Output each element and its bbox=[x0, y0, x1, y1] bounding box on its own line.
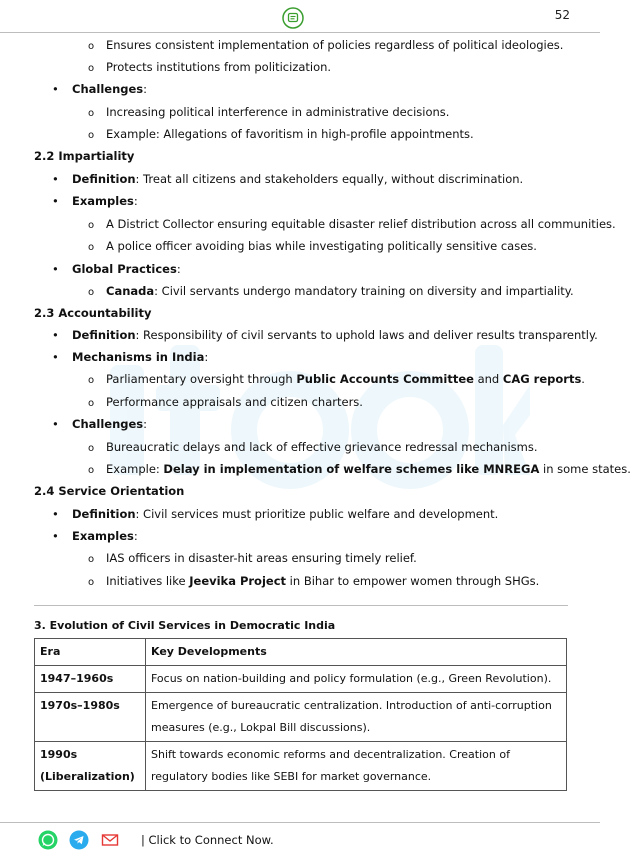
table-row bbox=[35, 666, 567, 693]
page-number: 52 bbox=[554, 8, 570, 22]
brand-logo-icon bbox=[282, 7, 304, 29]
footer-divider bbox=[0, 822, 600, 823]
list-item: o Initiatives like Jeevika Project in Bihar to empower women through SHGs. bbox=[88, 574, 540, 588]
email-icon[interactable] bbox=[100, 830, 120, 850]
section-heading: 3. Evolution of Civil Services in Democratic India bbox=[34, 619, 336, 632]
list-item: o A police officer avoiding bias while investigating politically sensitive cases. bbox=[88, 239, 537, 253]
table-header-era: Era bbox=[35, 639, 146, 666]
list-item: o IAS officers in disaster-hit areas ensuring timely relief. bbox=[88, 551, 417, 565]
table-cell-developments: Shift towards economic reforms and decentralization. Creation of regulatory bodies like SEBI for market governance. bbox=[146, 742, 567, 791]
list-item: o A District Collector ensuring equitable disaster relief distribution across all communities. bbox=[88, 217, 616, 231]
list-item: • Definition: Treat all citizens and stakeholders equally, without discrimination. bbox=[52, 172, 524, 186]
section-divider bbox=[34, 605, 568, 606]
table-header-row bbox=[35, 639, 567, 666]
list-item: o Example: Delay in implementation of welfare schemes like MNREGA in some states. bbox=[88, 462, 631, 476]
footer bbox=[38, 829, 274, 851]
list-item: • Challenges: bbox=[52, 417, 148, 431]
list-item: o Ensures consistent implementation of policies regardless of political ideologies. bbox=[88, 38, 564, 52]
whatsapp-icon[interactable] bbox=[38, 830, 58, 850]
list-item: • Challenges: bbox=[52, 82, 148, 96]
list-item: • Examples: bbox=[52, 529, 138, 543]
table-cell-era: 1947–1960s bbox=[35, 666, 146, 693]
list-item: o Example: Allegations of favoritism in high-profile appointments. bbox=[88, 127, 474, 141]
list-item: o Parliamentary oversight through Public Accounts Committee and CAG reports. bbox=[88, 372, 585, 386]
list-item: o Bureaucratic delays and lack of effective grievance redressal mechanisms. bbox=[88, 440, 538, 454]
table-header-developments: Key Developments bbox=[146, 639, 567, 666]
list-item: o Canada: Civil servants undergo mandatory training on diversity and impartiality. bbox=[88, 284, 574, 298]
table-row bbox=[35, 693, 567, 742]
table-cell-developments: Focus on nation-building and policy formulation (e.g., Green Revolution). bbox=[146, 666, 567, 693]
section-heading: 2.3 Accountability bbox=[34, 306, 152, 320]
connect-link[interactable]: | Click to Connect Now. bbox=[141, 833, 274, 847]
list-item: • Examples: bbox=[52, 194, 138, 208]
table-cell-era: 1990s (Liberalization) bbox=[35, 742, 146, 791]
evolution-table bbox=[34, 638, 567, 791]
list-item: • Definition: Responsibility of civil servants to uphold laws and deliver results transparently. bbox=[52, 328, 598, 342]
list-item: • Mechanisms in India: bbox=[52, 350, 209, 364]
list-item: o Increasing political interference in administrative decisions. bbox=[88, 105, 450, 119]
list-item: o Protects institutions from politicization. bbox=[88, 60, 332, 74]
table-cell-developments: Emergence of bureaucratic centralization. Introduction of anti-corruption measures (e.g., Lokpal Bill discussions). bbox=[146, 693, 567, 742]
section-heading: 2.4 Service Orientation bbox=[34, 484, 185, 498]
table-row bbox=[35, 742, 567, 791]
table-cell-era: 1970s–1980s bbox=[35, 693, 146, 742]
header-divider bbox=[0, 32, 600, 33]
telegram-icon[interactable] bbox=[69, 830, 89, 850]
section-heading: 2.2 Impartiality bbox=[34, 149, 135, 163]
list-item: o Performance appraisals and citizen charters. bbox=[88, 395, 363, 409]
list-item: • Definition: Civil services must prioritize public welfare and development. bbox=[52, 507, 499, 521]
list-item: • Global Practices: bbox=[52, 262, 181, 276]
